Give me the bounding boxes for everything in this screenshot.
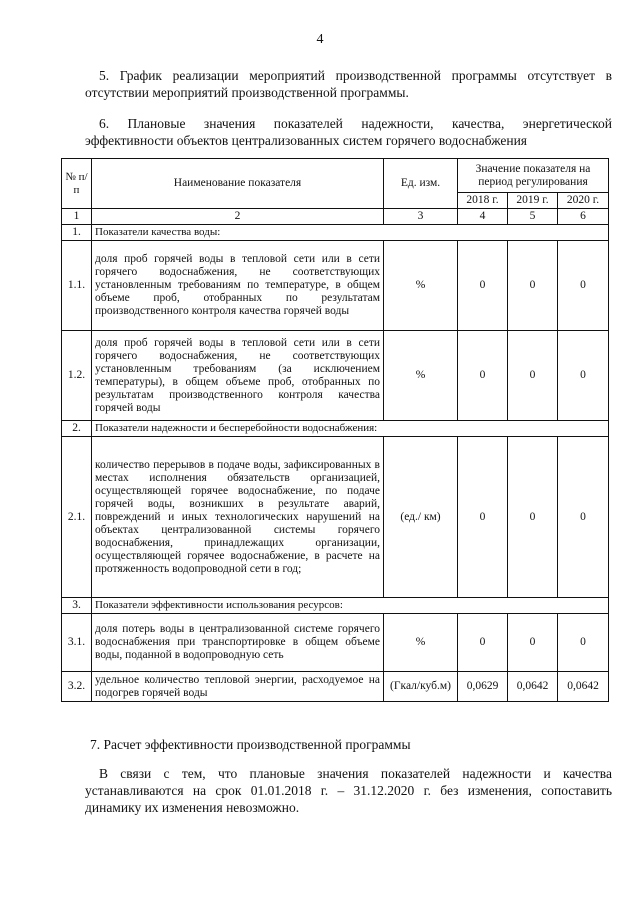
row-value-2018: 0 [458, 437, 508, 598]
row-value-2019: 0 [508, 614, 558, 672]
row-value-2018: 0 [458, 614, 508, 672]
section-num: 1. [62, 225, 92, 241]
row-name: доля проб горячей воды в тепловой сети или в сети горячего водоснабжения, не соответствующих установленным требованиям по температуре, в общем объеме проб, отобранных по результатам производственного контроля качества горячей воды [92, 241, 384, 331]
row-name: доля потерь воды в централизованной системе горячего водоснабжения при транспортировке в общем объеме воды, поданной в водопроводную сеть [92, 614, 384, 672]
row-value-2020: 0,0642 [558, 672, 609, 702]
section-title: Показатели качества воды: [92, 225, 609, 241]
row-value-2019: 0 [508, 241, 558, 331]
row-unit: % [384, 331, 458, 421]
table-index-row [62, 209, 609, 225]
row-name: удельное количество тепловой энергии, расходуемое на подогрев горячей воды [92, 672, 384, 702]
index-cell: 3 [384, 209, 458, 225]
page-number: 4 [316, 32, 324, 47]
row-unit: % [384, 614, 458, 672]
header-year-2018: 2018 г. [458, 193, 508, 209]
row-value-2019: 0,0642 [508, 672, 558, 702]
row-value-2020: 0 [558, 614, 609, 672]
table-row [62, 437, 609, 598]
index-cell: 2 [92, 209, 384, 225]
row-value-2018: 0 [458, 331, 508, 421]
section-row [62, 598, 609, 614]
row-unit: (ед./ км) [384, 437, 458, 598]
header-year-2020: 2020 г. [558, 193, 609, 209]
paragraph-6: 6. Плановые значения показателей надежности, качества, энергетической эффективности объектов централизованных систем горячего водоснабжения [85, 116, 612, 148]
row-unit: % [384, 241, 458, 331]
row-value-2020: 0 [558, 437, 609, 598]
index-cell: 1 [62, 209, 92, 225]
header-num: № п/п [62, 159, 92, 209]
index-cell: 4 [458, 209, 508, 225]
header-unit: Ед. изм. [384, 159, 458, 209]
table-row [62, 241, 609, 331]
row-unit: (Гкал/куб.м) [384, 672, 458, 702]
header-period: Значение показателя на период регулирования [458, 159, 609, 193]
paragraph-8: В связи с тем, что плановые значения показателей надежности и качества устанавливаются на срок 01.01.2018 г. – 31.12.2020 г. без изменения, сопоставить динамику их изменения невозможно. [85, 766, 612, 815]
table-header-row [62, 159, 609, 193]
row-name: доля проб горячей воды в тепловой сети или в сети горячего водоснабжения, не соответствующих установленным требованиям (за исключением температуры), в общем объеме проб, отобранных по результатам производственного контроля качества горячей воды [92, 331, 384, 421]
row-num: 3.1. [62, 614, 92, 672]
header-year-2019: 2019 г. [508, 193, 558, 209]
row-num: 1.2. [62, 331, 92, 421]
paragraph-5: 5. График реализации мероприятий производственной программы отсутствует в отсутствии мероприятий производственной программы. [85, 68, 612, 100]
row-num: 3.2. [62, 672, 92, 702]
row-num: 2.1. [62, 437, 92, 598]
index-cell: 5 [508, 209, 558, 225]
header-name: Наименование показателя [92, 159, 384, 209]
section-num: 2. [62, 421, 92, 437]
indicators-table [61, 158, 609, 702]
row-value-2019: 0 [508, 331, 558, 421]
section-title: Показатели эффективности использования ресурсов: [92, 598, 609, 614]
row-value-2018: 0 [458, 241, 508, 331]
section-row [62, 421, 609, 437]
row-value-2020: 0 [558, 331, 609, 421]
table-row [62, 614, 609, 672]
section-num: 3. [62, 598, 92, 614]
row-value-2019: 0 [508, 437, 558, 598]
row-value-2018: 0,0629 [458, 672, 508, 702]
row-name: количество перерывов в подаче воды, зафиксированных в местах исполнения обязательств организацией, осуществляющей горячее водоснабжение, по подаче горячей воды, возникших в результате аварий, повреждений и иных технологических нарушений на объектах централизованной системы горячего водоснабжения, принадлежащих организации, осуществляющей горячее водоснабжение, в расчете на протяженность водопроводной сети в год; [92, 437, 384, 598]
table-row [62, 331, 609, 421]
section-title: Показатели надежности и бесперебойности водоснабжения: [92, 421, 609, 437]
row-value-2020: 0 [558, 241, 609, 331]
paragraph-7-heading: 7. Расчет эффективности производственной программы [90, 737, 411, 752]
row-num: 1.1. [62, 241, 92, 331]
table-row [62, 672, 609, 702]
index-cell: 6 [558, 209, 609, 225]
section-row [62, 225, 609, 241]
